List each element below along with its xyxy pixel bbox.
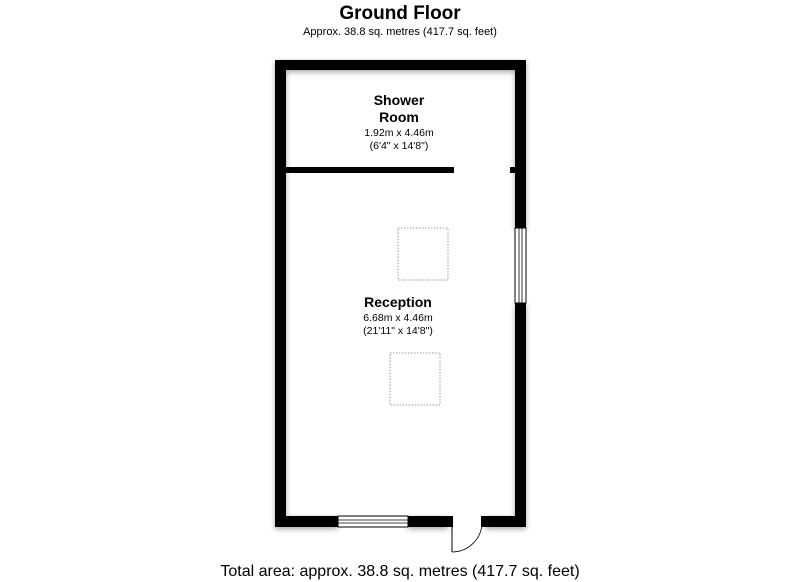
wall-left xyxy=(275,60,286,527)
room-dimensions-metric: 1.92m x 4.46m xyxy=(364,127,434,139)
wall-right-lower xyxy=(515,303,526,527)
total-area: Total area: approx. 38.8 sq. metres (417.7 sq. feet) xyxy=(220,563,580,580)
wall-right-upper xyxy=(515,60,526,228)
wall-top xyxy=(275,60,526,70)
wall-bottom-mid xyxy=(408,516,448,527)
ceiling-fixture-lower xyxy=(390,353,440,405)
room-dimensions-imperial: (21'11" x 14'8") xyxy=(363,325,433,337)
room-dimensions-metric: 6.68m x 4.46m xyxy=(363,312,433,324)
room-dimensions-imperial: (6'4" x 14'8") xyxy=(369,140,429,152)
partition-wall xyxy=(286,167,454,173)
room-name: Reception xyxy=(364,294,432,310)
front-window xyxy=(338,516,408,527)
side-window xyxy=(515,228,526,303)
room-name: Room xyxy=(379,109,419,125)
room-label-reception xyxy=(363,294,433,337)
floor-area-subtitle: Approx. 38.8 sq. metres (417.7 sq. feet) xyxy=(303,26,497,38)
room-name: Shower xyxy=(373,92,425,108)
ceiling-fixture-upper xyxy=(398,228,448,280)
front-door xyxy=(448,516,486,552)
floor-title: Ground Floor xyxy=(339,3,461,24)
wall-bottom-left xyxy=(275,516,338,527)
partition-wall-stub xyxy=(510,167,515,173)
wall-bottom-right xyxy=(485,516,526,527)
room-label-shower xyxy=(364,92,434,152)
